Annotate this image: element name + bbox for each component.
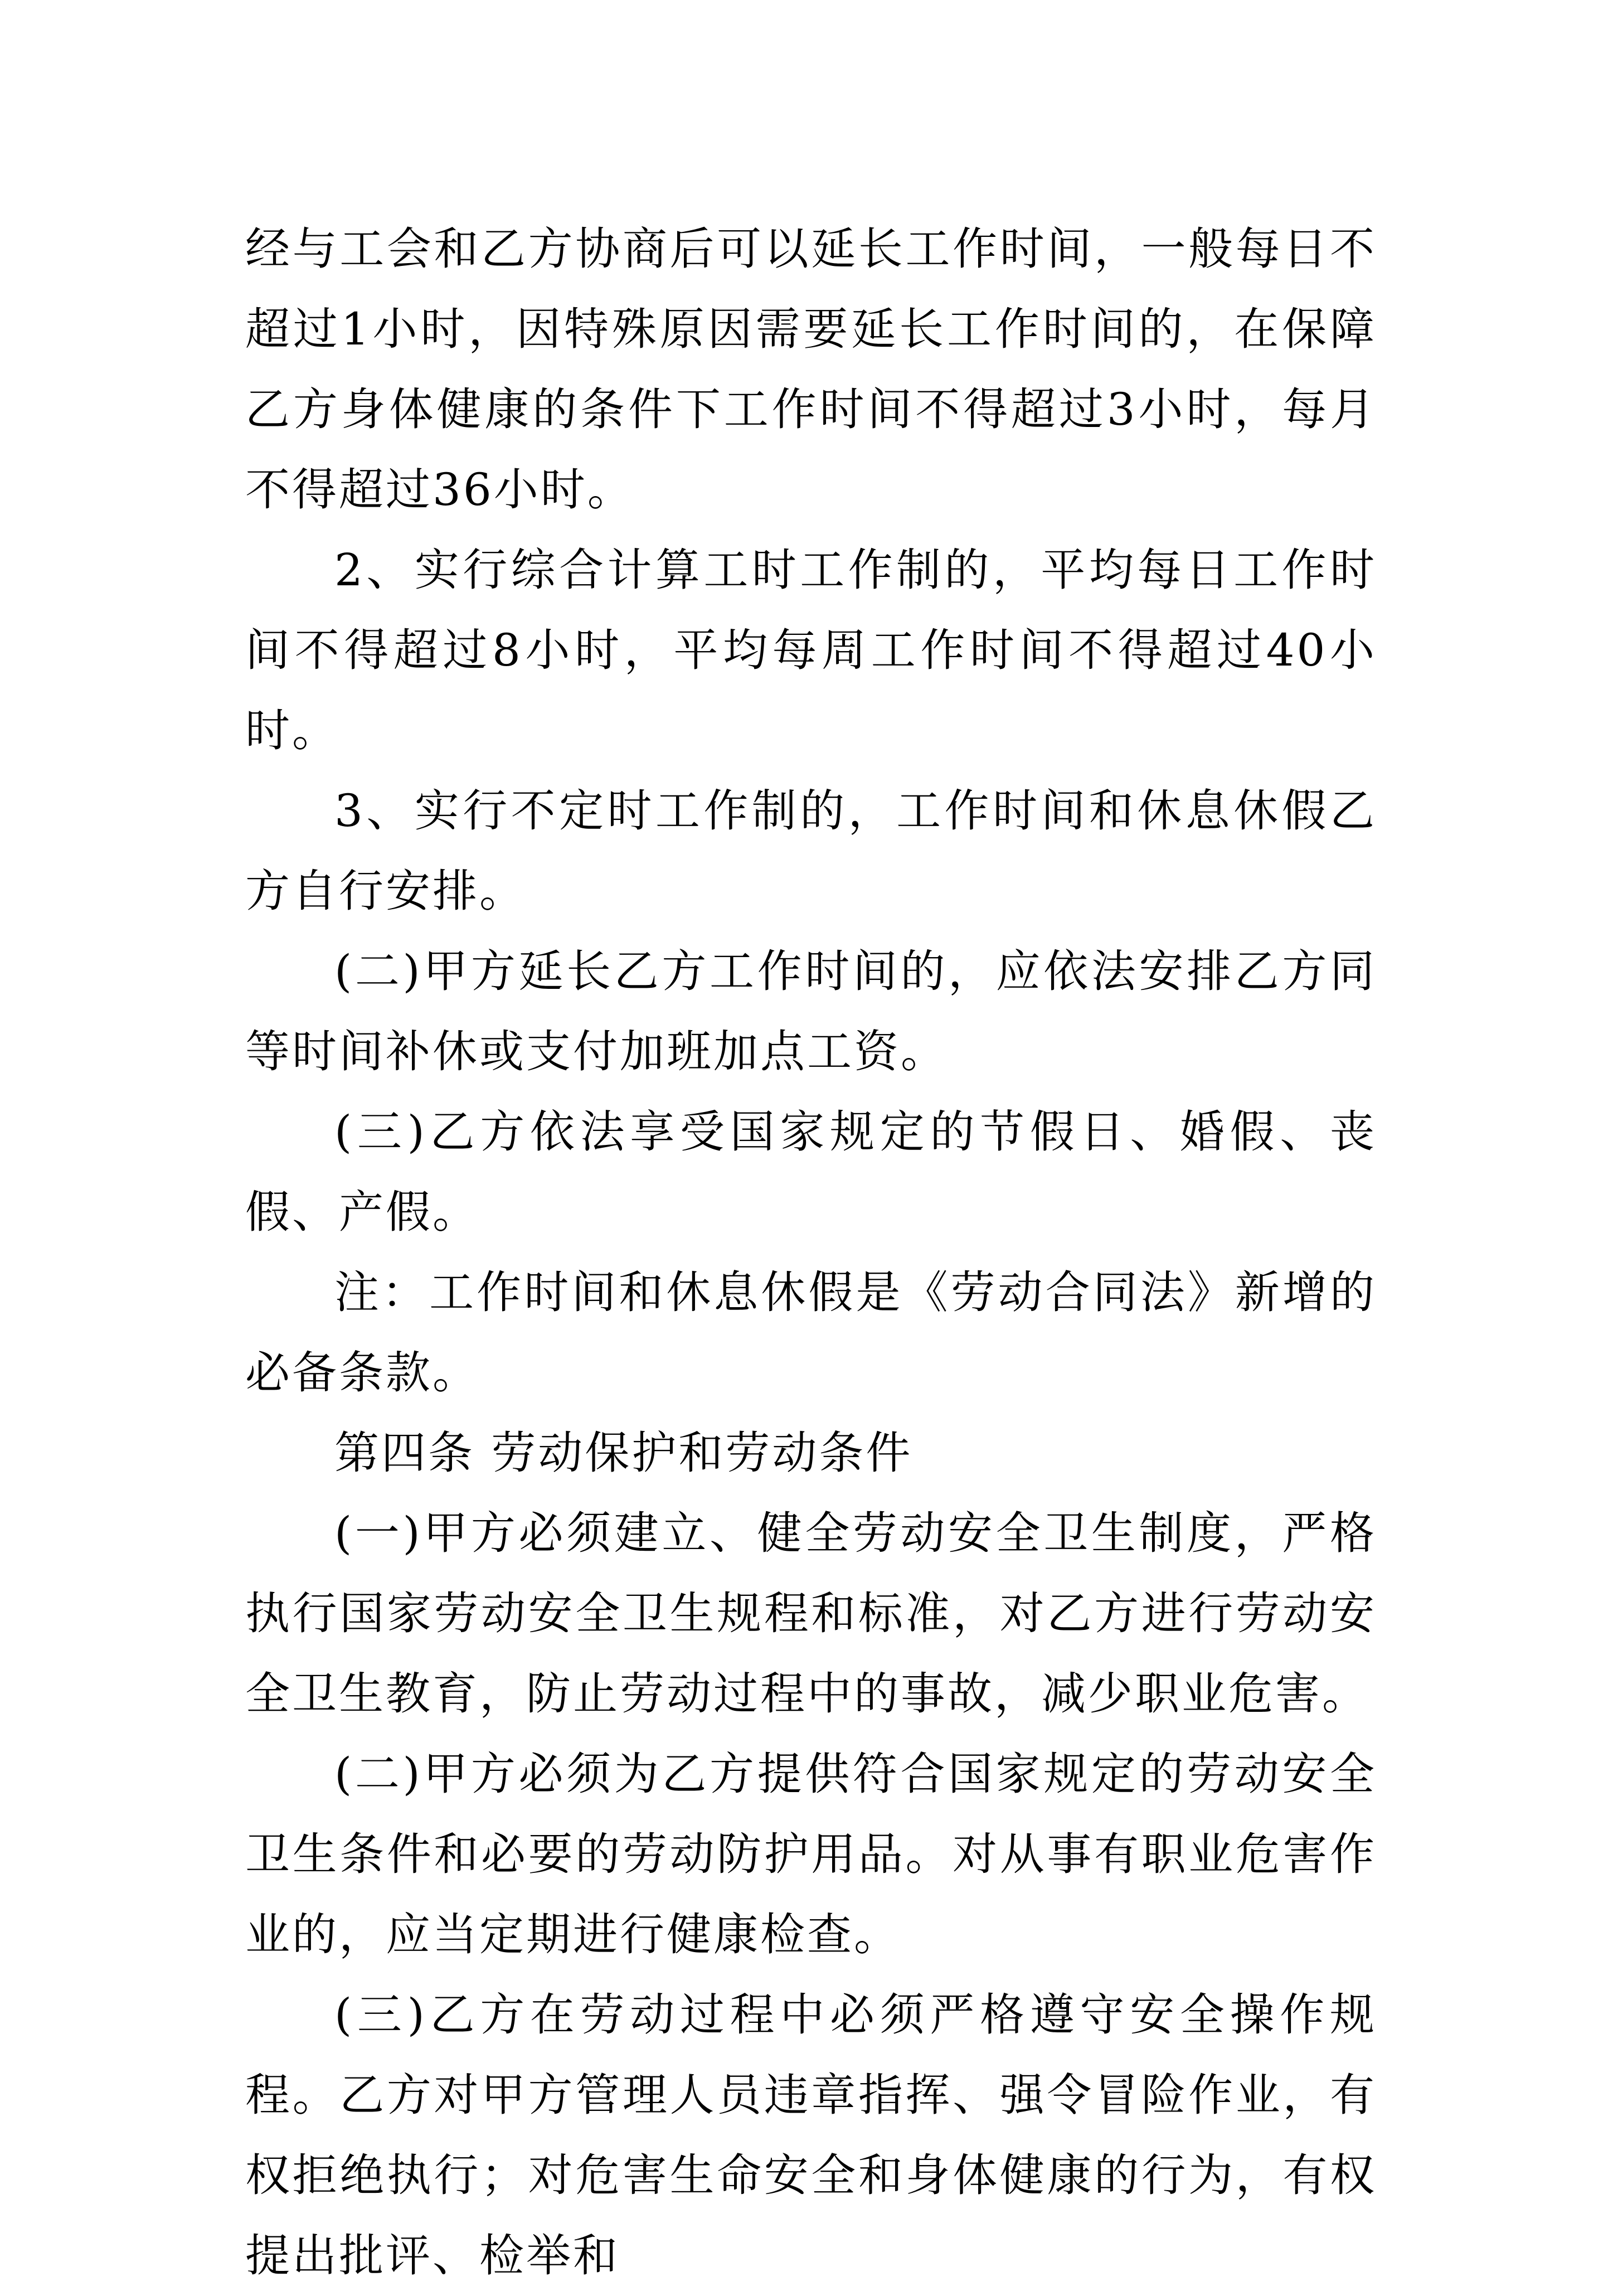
section-heading-article-4: 第四条 劳动保护和劳动条件 xyxy=(334,1427,913,1479)
document-body xyxy=(245,209,1377,2296)
paragraph-comprehensive-hours: 2、实行综合计算工时工作制的，平均每日工作时间不得超过8小时，平均每周工作时间不得超过40小时。 xyxy=(245,544,1377,756)
paragraph-holidays: (三)乙方依法享受国家规定的节假日、婚假、丧假、产假。 xyxy=(245,1106,1377,1238)
paragraph-safety-rights: (三)乙方在劳动过程中必须严格遵守安全操作规程。乙方对甲方管理人员违章指挥、强令冒险作业，有权拒绝执行；对危害生命安全和身体健康的行为，有权提出批评、检举和 xyxy=(245,1989,1377,2282)
paragraph-overtime-limits: 经与工会和乙方协商后可以延长工作时间，一般每日不超过1小时，因特殊原因需要延长工作时间的，在保障乙方身体健康的条件下工作时间不得超过3小时，每月不得超过36小时。 xyxy=(245,223,1377,516)
paragraph-overtime-compensation: (二)甲方延长乙方工作时间的，应依法安排乙方同等时间补休或支付加班加点工资。 xyxy=(245,945,1377,1077)
paragraph-note: 注：工作时间和休息休假是《劳动合同法》新增的必备条款。 xyxy=(245,1266,1377,1399)
paragraph-safety-system: (一)甲方必须建立、健全劳动安全卫生制度，严格执行国家劳动安全卫生规程和标准，对乙方进行劳动安全卫生教育，防止劳动过程中的事故，减少职业危害。 xyxy=(245,1507,1377,1720)
paragraph-flexible-hours: 3、实行不定时工作制的，工作时间和休息休假乙方自行安排。 xyxy=(245,785,1377,917)
paragraph-safety-equipment: (二)甲方必须为乙方提供符合国家规定的劳动安全卫生条件和必要的劳动防护用品。对从事有职业危害作业的，应当定期进行健康检查。 xyxy=(245,1748,1377,1960)
